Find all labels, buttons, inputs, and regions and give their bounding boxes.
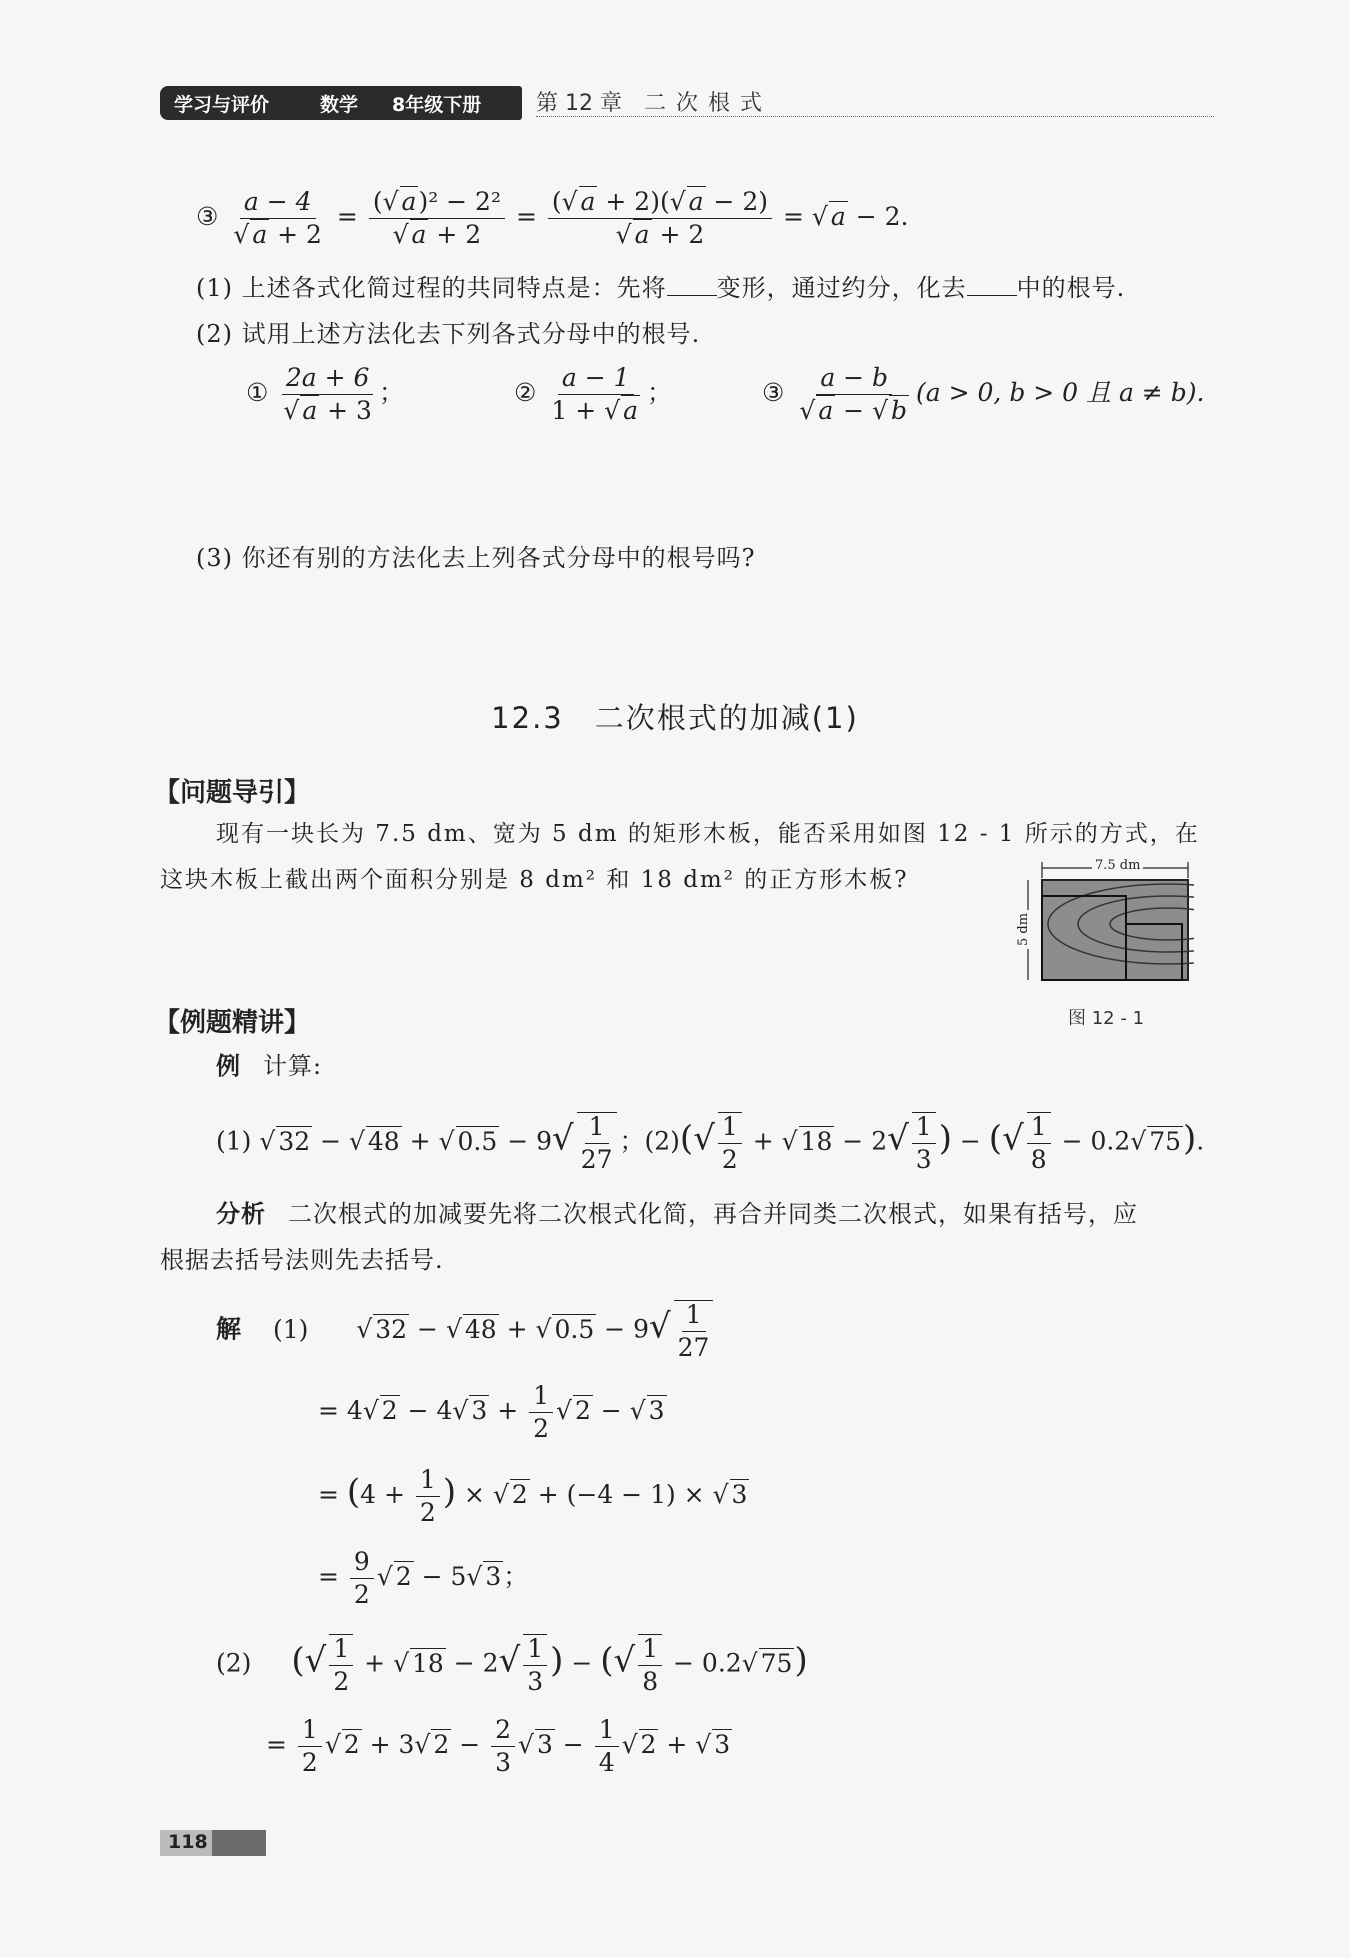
figure-height-label: 5 dm <box>1016 910 1031 949</box>
book-title-banner <box>160 86 522 120</box>
exercise-3: ③ $\frac{a - b}{√ a - √ b}$ (a > 0, b > 0 且 a ≠ b). <box>762 363 1205 425</box>
page-number-tab <box>160 1830 266 1856</box>
book-grade: 8年级下册 <box>392 94 482 116</box>
solution-2-line-1: (2) (√ $\frac{1}{2}$ + √ 18 − 2√ $\frac{1}{3}$ ) − (√ $\frac{1}{8}$ − 0.2√ 75) <box>216 1634 808 1696</box>
chapter-name: 二次根式 <box>643 91 772 116</box>
figure-12-1 <box>1018 860 1194 984</box>
section-title: 12.3 二次根式的加减(1) <box>491 701 859 735</box>
board-diagram <box>1018 860 1194 984</box>
figure-caption: 图 12 - 1 <box>1068 1008 1145 1029</box>
book-subject: 数学 <box>320 94 359 116</box>
question-1: (1) 上述各式化简过程的共同特点是：先将 变形，通过约分，化去 中的根号. <box>196 274 1126 302</box>
chapter-number: 第 12 章 <box>536 91 622 116</box>
item-marker: ③ <box>196 202 219 231</box>
fraction: $\frac{a - 4}{√ a + 2}$ <box>233 187 322 249</box>
figure-width-label: 7.5 dm <box>1092 858 1143 873</box>
solution-1-line-2: = 4√ 2 − 4√ 3 + $\frac{1}{2}$ √ 2 − √ 3 <box>318 1381 665 1443</box>
analysis-line-1: 分析 二次根式的加减要先将二次根式化简，再合并同类二次根式，如果有括号，应 <box>216 1200 1138 1228</box>
fill-blank[interactable] <box>667 276 717 296</box>
solution-2-line-2: = $\frac{1}{2}$ √ 2 + 3√ 2 − $\frac{2}{3}$ √ 3 − $\frac{1}{4}$ √ 2 + √ 3 <box>266 1715 731 1777</box>
example-problem: (1) √ 32 − √ 48 + √ 0.5 − 9√ $\frac{1}{27}$ ；(2)(√ $\frac{1}{2}$ + √ 18 − 2√ $\frac{1}{3}$ ) − (√ $\frac{1}{8}$ − 0.2√ 75). <box>216 1112 1205 1174</box>
solution-1-line-4: = $\frac{9}{2}$ √ 2 − 5√ 3； <box>318 1547 529 1609</box>
fraction: $\frac{(√ a + 2)(√ a - 2)}{√ a + 2}$ <box>548 188 772 249</box>
page-number: 118 <box>168 1831 208 1853</box>
chapter-header <box>536 86 772 117</box>
intro-heading: 【问题导引】 <box>154 778 311 808</box>
fraction: $\frac{\text{(√ a)² − 2²}}{√ a + 2}$ <box>369 188 505 249</box>
question-2: (2) 试用上述方法化去下列各式分母中的根号. <box>196 320 701 348</box>
intro-line-2: 这块木板上截出两个面积分别是 8 dm² 和 18 dm² 的正方形木板? <box>160 867 909 893</box>
equation-item-3: ③ $\frac{a - 4}{√ a + 2}$ = $\frac{\text{(√ a)² − 2²}}{√ a + 2}$ = $\frac{(√ a + 2)(√ a - 2)}{√ a + 2}$ = √ a − 2. <box>196 187 909 249</box>
question-3: (3) 你还有别的方法化去上列各式分母中的根号吗? <box>196 544 756 572</box>
analysis-line-2: 根据去括号法则先去括号. <box>160 1246 444 1274</box>
exercise-2: ② $\frac{a - 1}{1 + √ a}$ ； <box>514 363 672 425</box>
solution-1-line-1: 解 (1) √ 32 − √ 48 + √ 0.5 − 9√ $\frac{1}{27}$ <box>216 1300 716 1362</box>
solution-1-line-3: = (4 + $\frac{1}{2}$ ) × √ 2 + (−4 − 1) × √ 3 <box>318 1465 748 1527</box>
header-rule <box>536 116 1214 117</box>
example-task: 例 计算: <box>216 1052 323 1080</box>
exercise-1: ① $\frac{2a + 6}{√ a + 3}$ ； <box>246 363 404 425</box>
book-series: 学习与评价 <box>174 94 270 116</box>
intro-line-1: 现有一块长为 7.5 dm、宽为 5 dm 的矩形木板，能否采用如图 12 - 1 所示的方式，在 <box>216 821 1200 847</box>
example-heading: 【例题精讲】 <box>154 1008 311 1038</box>
fill-blank[interactable] <box>967 276 1017 296</box>
